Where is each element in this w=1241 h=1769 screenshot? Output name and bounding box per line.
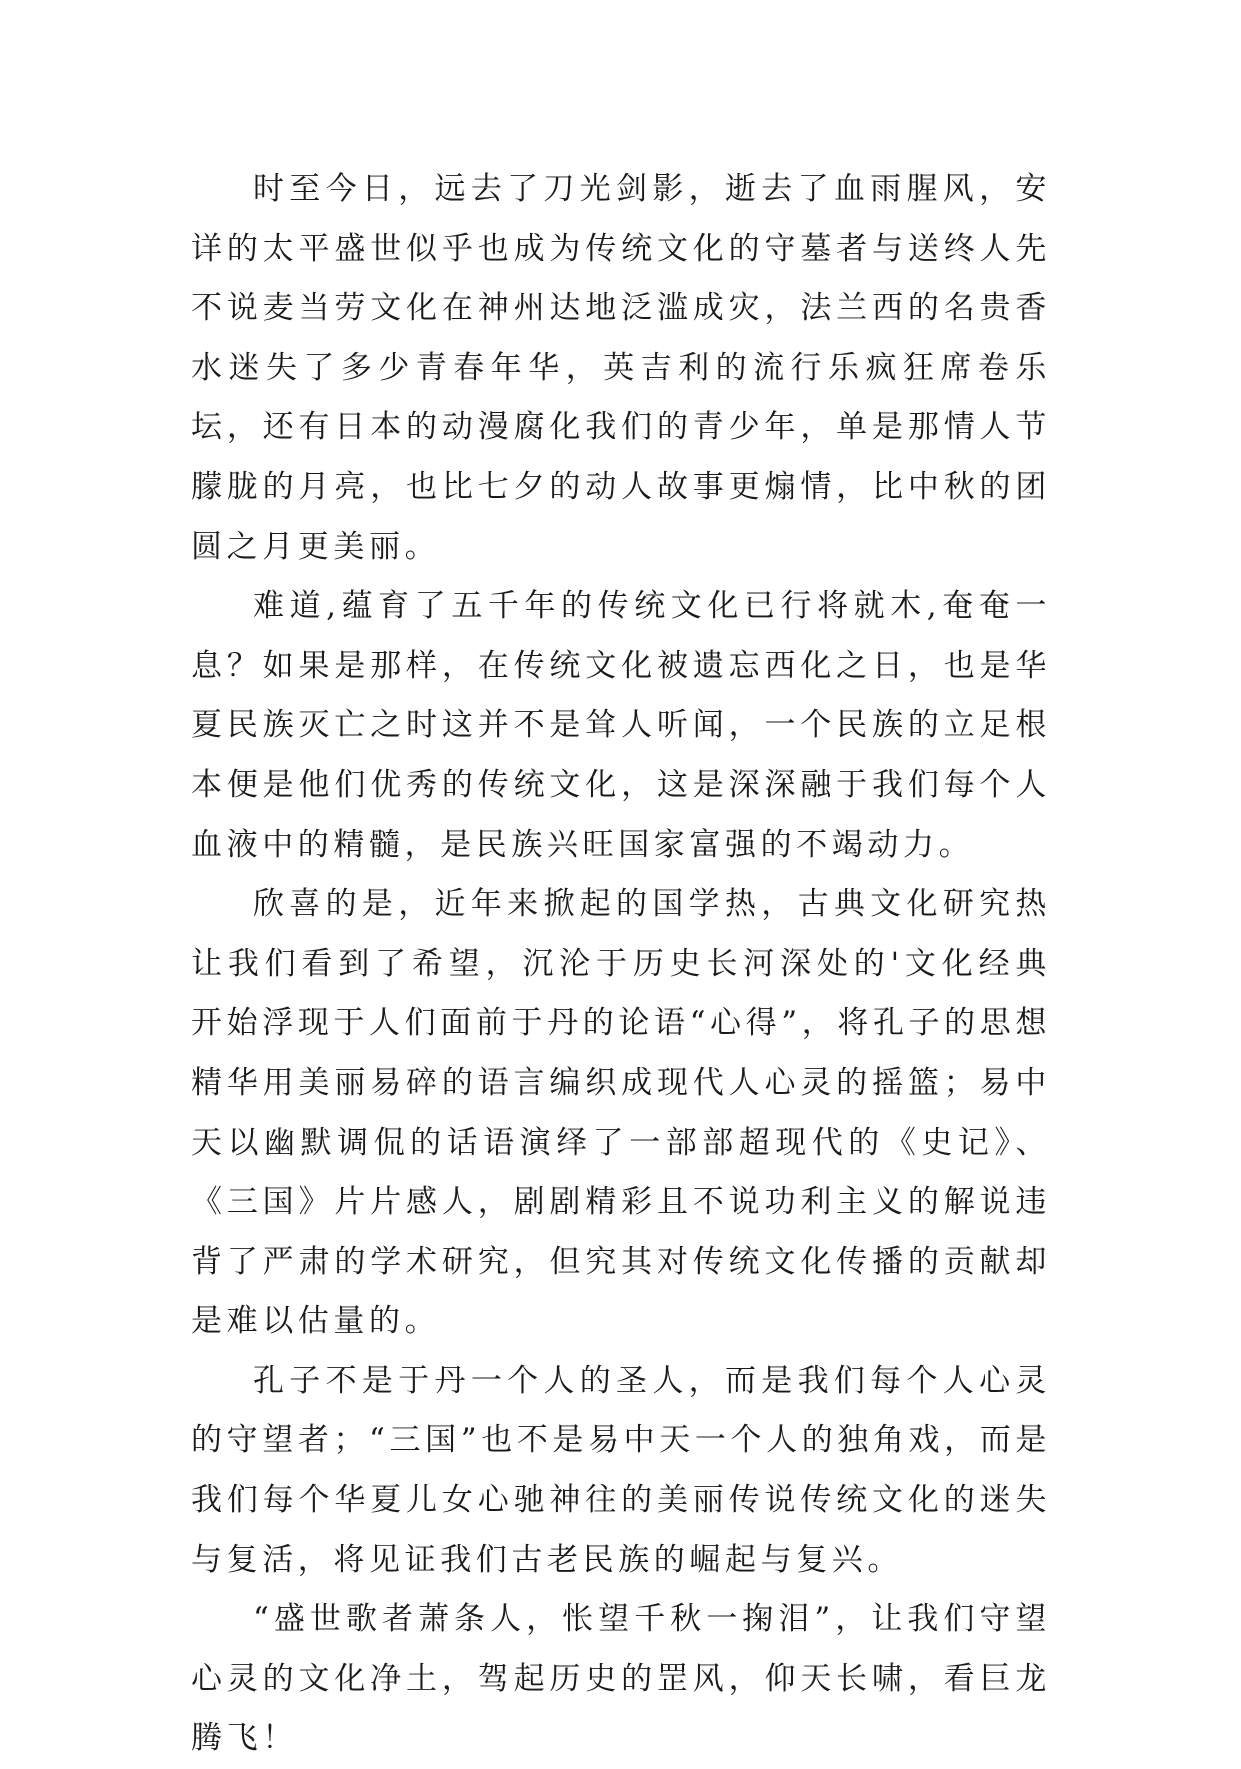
document-body bbox=[191, 160, 1051, 1769]
paragraph-2: 难道,蕴育了五千年的传统文化已行将就木,奄奄一息？如果是那样，在传统文化被遗忘西化之日，也是华夏民族灭亡之时这并不是耸人听闻，一个民族的立足根本便是他们优秀的传统文化，这是深深融于我们每个人血液中的精髓，是民族兴旺国家富强的不竭动力。 bbox=[191, 588, 1051, 863]
paragraph-5: “盛世歌者萧条人，怅望千秋一掬泪”，让我们守望心灵的文化净土，驾起历史的罡风，仰天长啸，看巨龙腾飞！ bbox=[191, 1601, 1051, 1757]
paragraph-4: 孔子不是于丹一个人的圣人，而是我们每个人心灵的守望者；“三国”也不是易中天一个人的独角戏，而是我们每个华夏儿女心驰神往的美丽传说传统文化的迷失与复活，将见证我们古老民族的崛起与复兴。 bbox=[191, 1362, 1051, 1578]
paragraph-3: 欣喜的是，近年来掀起的国学热，古典文化研究热让我们看到了希望，沉沦于历史长河深处的'文化经典开始浮现于人们面前于丹的论语“心得”，将孔子的思想精华用美丽易碎的语言编织成现代人心灵的摇篮；易中天以幽默调侃的话语演绎了一部部超现代的《史记》、《三国》片片感人，剧剧精彩且不说功利主义的解说违背了严肃的学术研究，但究其对传统文化传播的贡献却是难以估量的。 bbox=[191, 886, 1051, 1340]
paragraph-1: 时至今日，远去了刀光剑影，逝去了血雨腥风，安详的太平盛世似乎也成为传统文化的守墓者与送终人先不说麦当劳文化在神州达地泛滥成灾，法兰西的名贵香水迷失了多少青春年华，英吉利的流行乐疯狂席卷乐坛，还有日本的动漫腐化我们的青少年，单是那情人节朦胧的月亮，也比七夕的动人故事更煽情，比中秋的团圆之月更美丽。 bbox=[191, 171, 1051, 565]
